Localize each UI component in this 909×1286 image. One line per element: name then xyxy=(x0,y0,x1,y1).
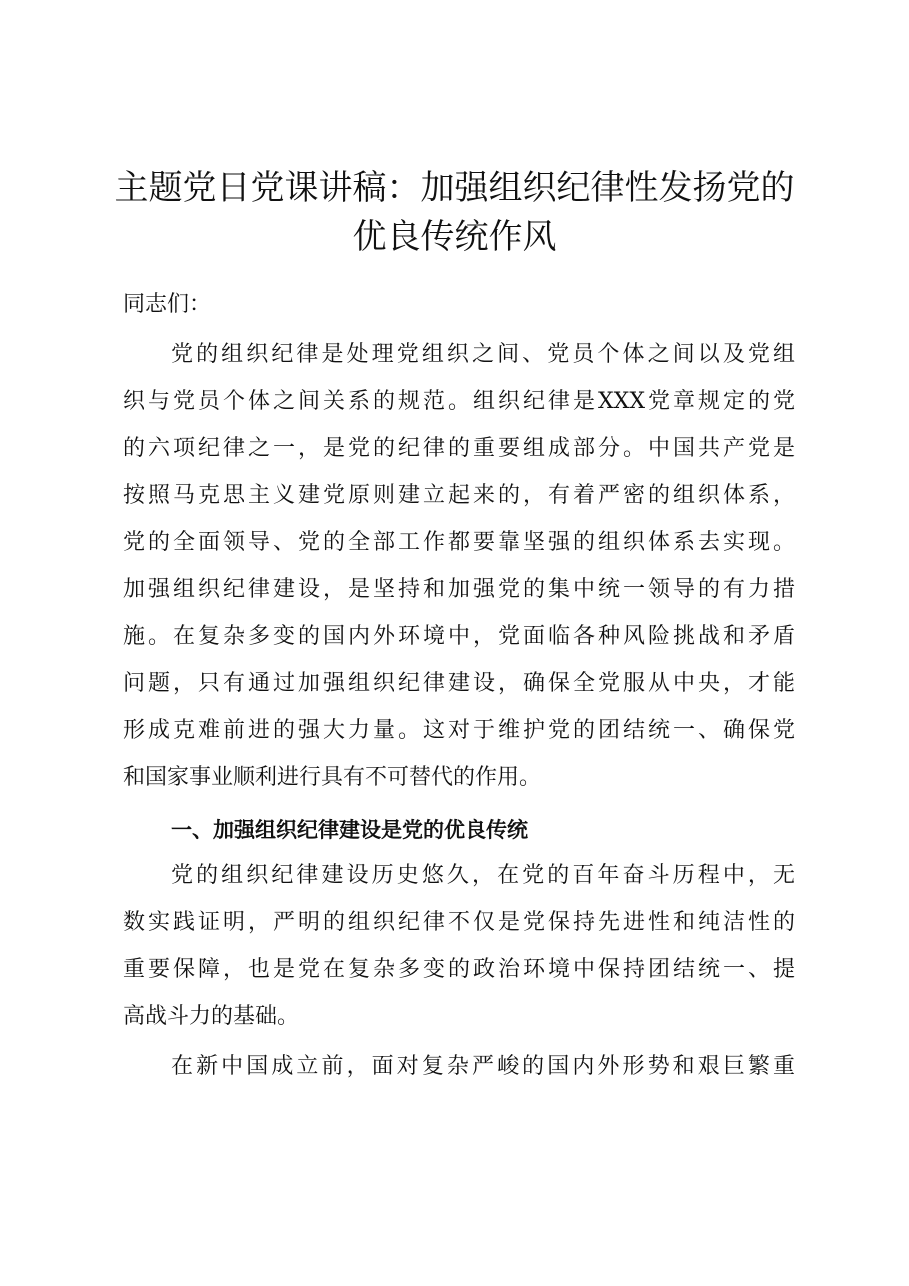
paragraph-line: 形成克难前进的强大力量。这对于维护党的团结统一、确保党 xyxy=(123,718,795,743)
paragraph-line: 党的全面领导、党的全部工作都要靠坚强的组织体系去实现。 xyxy=(123,530,795,555)
paragraph-2 xyxy=(123,852,795,1040)
document-title-line-2: 优良传统作风 xyxy=(352,217,557,257)
paragraph-line: 问题，只有通过加强组织纪律建设，确保全党服从中央，才能 xyxy=(123,671,795,696)
salutation: 同志们： xyxy=(123,292,212,317)
paragraph-line: 重要保障，也是党在复杂多变的政治环境中保持团结统一、提 xyxy=(123,957,795,982)
paragraph-1 xyxy=(123,331,795,801)
paragraph-line: 数实践证明，严明的组织纪律不仅是党保持先进性和纯洁性的 xyxy=(123,910,795,935)
document-title-line-1: 主题党日党课讲稿：加强组织纪律性发扬党的 xyxy=(114,168,795,208)
paragraph-line: 按照马克思主义建党原则建立起来的，有着严密的组织体系， xyxy=(123,483,795,508)
paragraph-line: 高战斗力的基础。 xyxy=(123,1004,300,1029)
paragraph-line: 织与党员个体之间关系的规范。组织纪律是XXX党章规定的党 xyxy=(123,389,795,414)
paragraph-line: 加强组织纪律建设，是坚持和加强党的集中统一领导的有力措 xyxy=(123,577,795,602)
paragraph-line: 的六项纪律之一，是党的纪律的重要组成部分。中国共产党是 xyxy=(123,436,795,461)
paragraph-line: 和国家事业顺利进行具有不可替代的作用。 xyxy=(123,765,542,790)
section-heading-1: 一、加强组织纪律建设是党的优良传统 xyxy=(171,818,528,842)
paragraph-line: 党的组织纪律是处理党组织之间、党员个体之间以及党组 xyxy=(171,342,795,367)
paragraph-3 xyxy=(123,1043,795,1090)
paragraph-line: 施。在复杂多变的国内外环境中，党面临各种风险挑战和矛盾 xyxy=(123,624,795,649)
paragraph-line: 在新中国成立前，面对复杂严峻的国内外形势和艰巨繁重 xyxy=(171,1054,795,1079)
paragraph-line: 党的组织纪律建设历史悠久，在党的百年奋斗历程中，无 xyxy=(171,863,795,888)
